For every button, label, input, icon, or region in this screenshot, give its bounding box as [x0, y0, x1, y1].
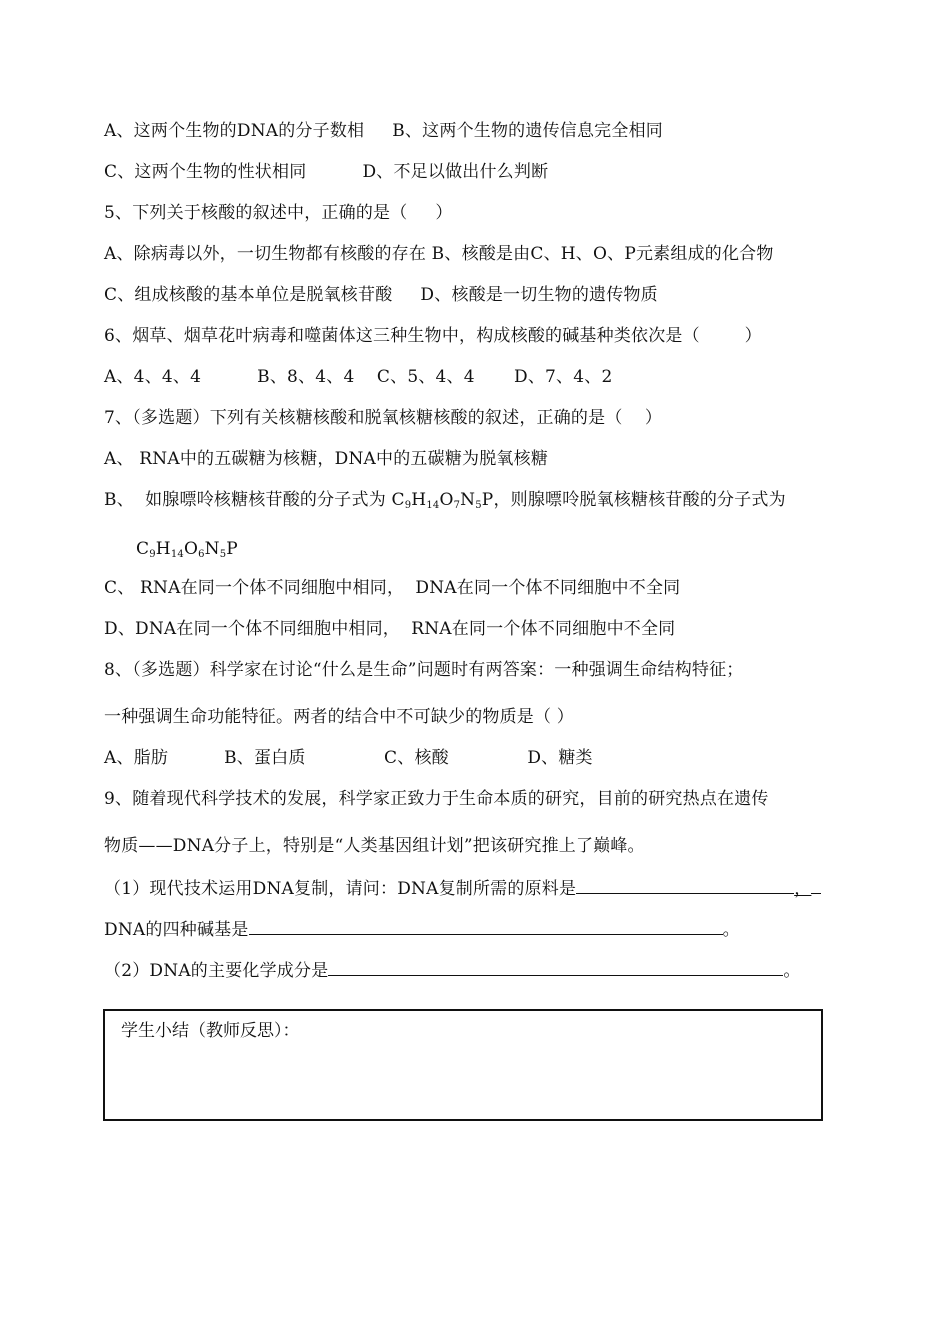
q7-option-a: A、 RNA中的五碳糖为核糖，DNA中的五碳糖为脱氧核糖 [104, 449, 549, 469]
q9-fill-3 [104, 957, 801, 983]
q4-options-ab: A、这两个生物的DNA的分子数相 B、这两个生物的遗传信息完全相同 [104, 121, 663, 141]
formula-ribonucleotide: $C_9H_{14}O_7N_5P$ [391, 490, 494, 511]
q6-stem: 6、烟草、烟草花叶病毒和噬菌体这三种生物中，构成核酸的碱基种类依次是（ ） [104, 326, 762, 346]
q7b-prefix: B、 如腺嘌呤核糖核苷酸的分子式为 [104, 490, 392, 510]
q5-options-ab: A、除病毒以外，一切生物都有核酸的存在 B、核酸是由C、H、O、P元素组成的化合物 [104, 244, 774, 264]
q9-fill-2 [104, 916, 740, 942]
fill2-prefix: DNA的四种碱基是 [104, 920, 249, 940]
fill1-comma: ， [794, 879, 812, 899]
answer-blank-main-components[interactable] [328, 957, 783, 976]
fill1-prefix: （1）现代技术运用DNA复制，请问：DNA复制所需的原料是 [104, 879, 577, 899]
q8-stem-1: 8、（多选题）科学家在讨论“什么是生命”问题时有两答案：一种强调生命结构特征； [104, 660, 744, 680]
q9-stem-1: 9、随着现代科学技术的发展，科学家正致力于生命本质的研究，目前的研究热点在遗传 [104, 789, 769, 809]
q7-option-b [104, 488, 786, 518]
summary-box[interactable] [103, 1009, 823, 1121]
answer-blank-four-bases[interactable] [249, 916, 723, 935]
q4-options-cd: C、这两个生物的性状相同 D、不足以做出什么判断 [104, 162, 549, 182]
q5-options-cd: C、组成核酸的基本单位是脱氧核苷酸 D、核酸是一切生物的遗传物质 [104, 285, 658, 305]
q7-option-c: C、 RNA在同一个体不同细胞中相同， DNA在同一个体不同细胞中不全同 [104, 578, 681, 598]
q6-options: A、4、4、4 B、8、4、4 C、5、4、4 D、7、4、2 [104, 367, 613, 387]
q9-stem-2: 物质——DNA分子上，特别是“人类基因组计划”把该研究推上了巅峰。 [104, 836, 645, 856]
q9-fill-1 [104, 875, 821, 901]
q8-options: A、脂肪 B、蛋白质 C、核酸 D、糖类 [104, 748, 593, 768]
q7-option-d: D、DNA在同一个体不同细胞中相同， RNA在同一个体不同细胞中不全同 [104, 619, 676, 639]
q7b-suffix: ，则腺嘌呤脱氧核糖核苷酸的分子式为 [493, 490, 786, 510]
answer-blank-raw-materials[interactable] [576, 875, 794, 894]
q5-stem: 5、下列关于核酸的叙述中，正确的是（ ） [104, 203, 453, 223]
fill3-prefix: （2）DNA的主要化学成分是 [104, 961, 329, 981]
answer-blank-tail [811, 875, 821, 894]
fill3-end: 。 [783, 961, 801, 981]
summary-box-label: 学生小结（教师反思）： [121, 1021, 300, 1041]
q7-stem: 7、（多选题）下列有关核糖核酸和脱氧核糖核酸的叙述，正确的是（ ） [104, 408, 663, 428]
formula-deoxynucleotide: $C_9H_{14}O_6N_5P$ [136, 539, 238, 560]
q8-stem-2: 一种强调生命功能特征。两者的结合中不可缺少的物质是（ ） [104, 707, 575, 727]
fill2-end: 。 [722, 920, 740, 940]
